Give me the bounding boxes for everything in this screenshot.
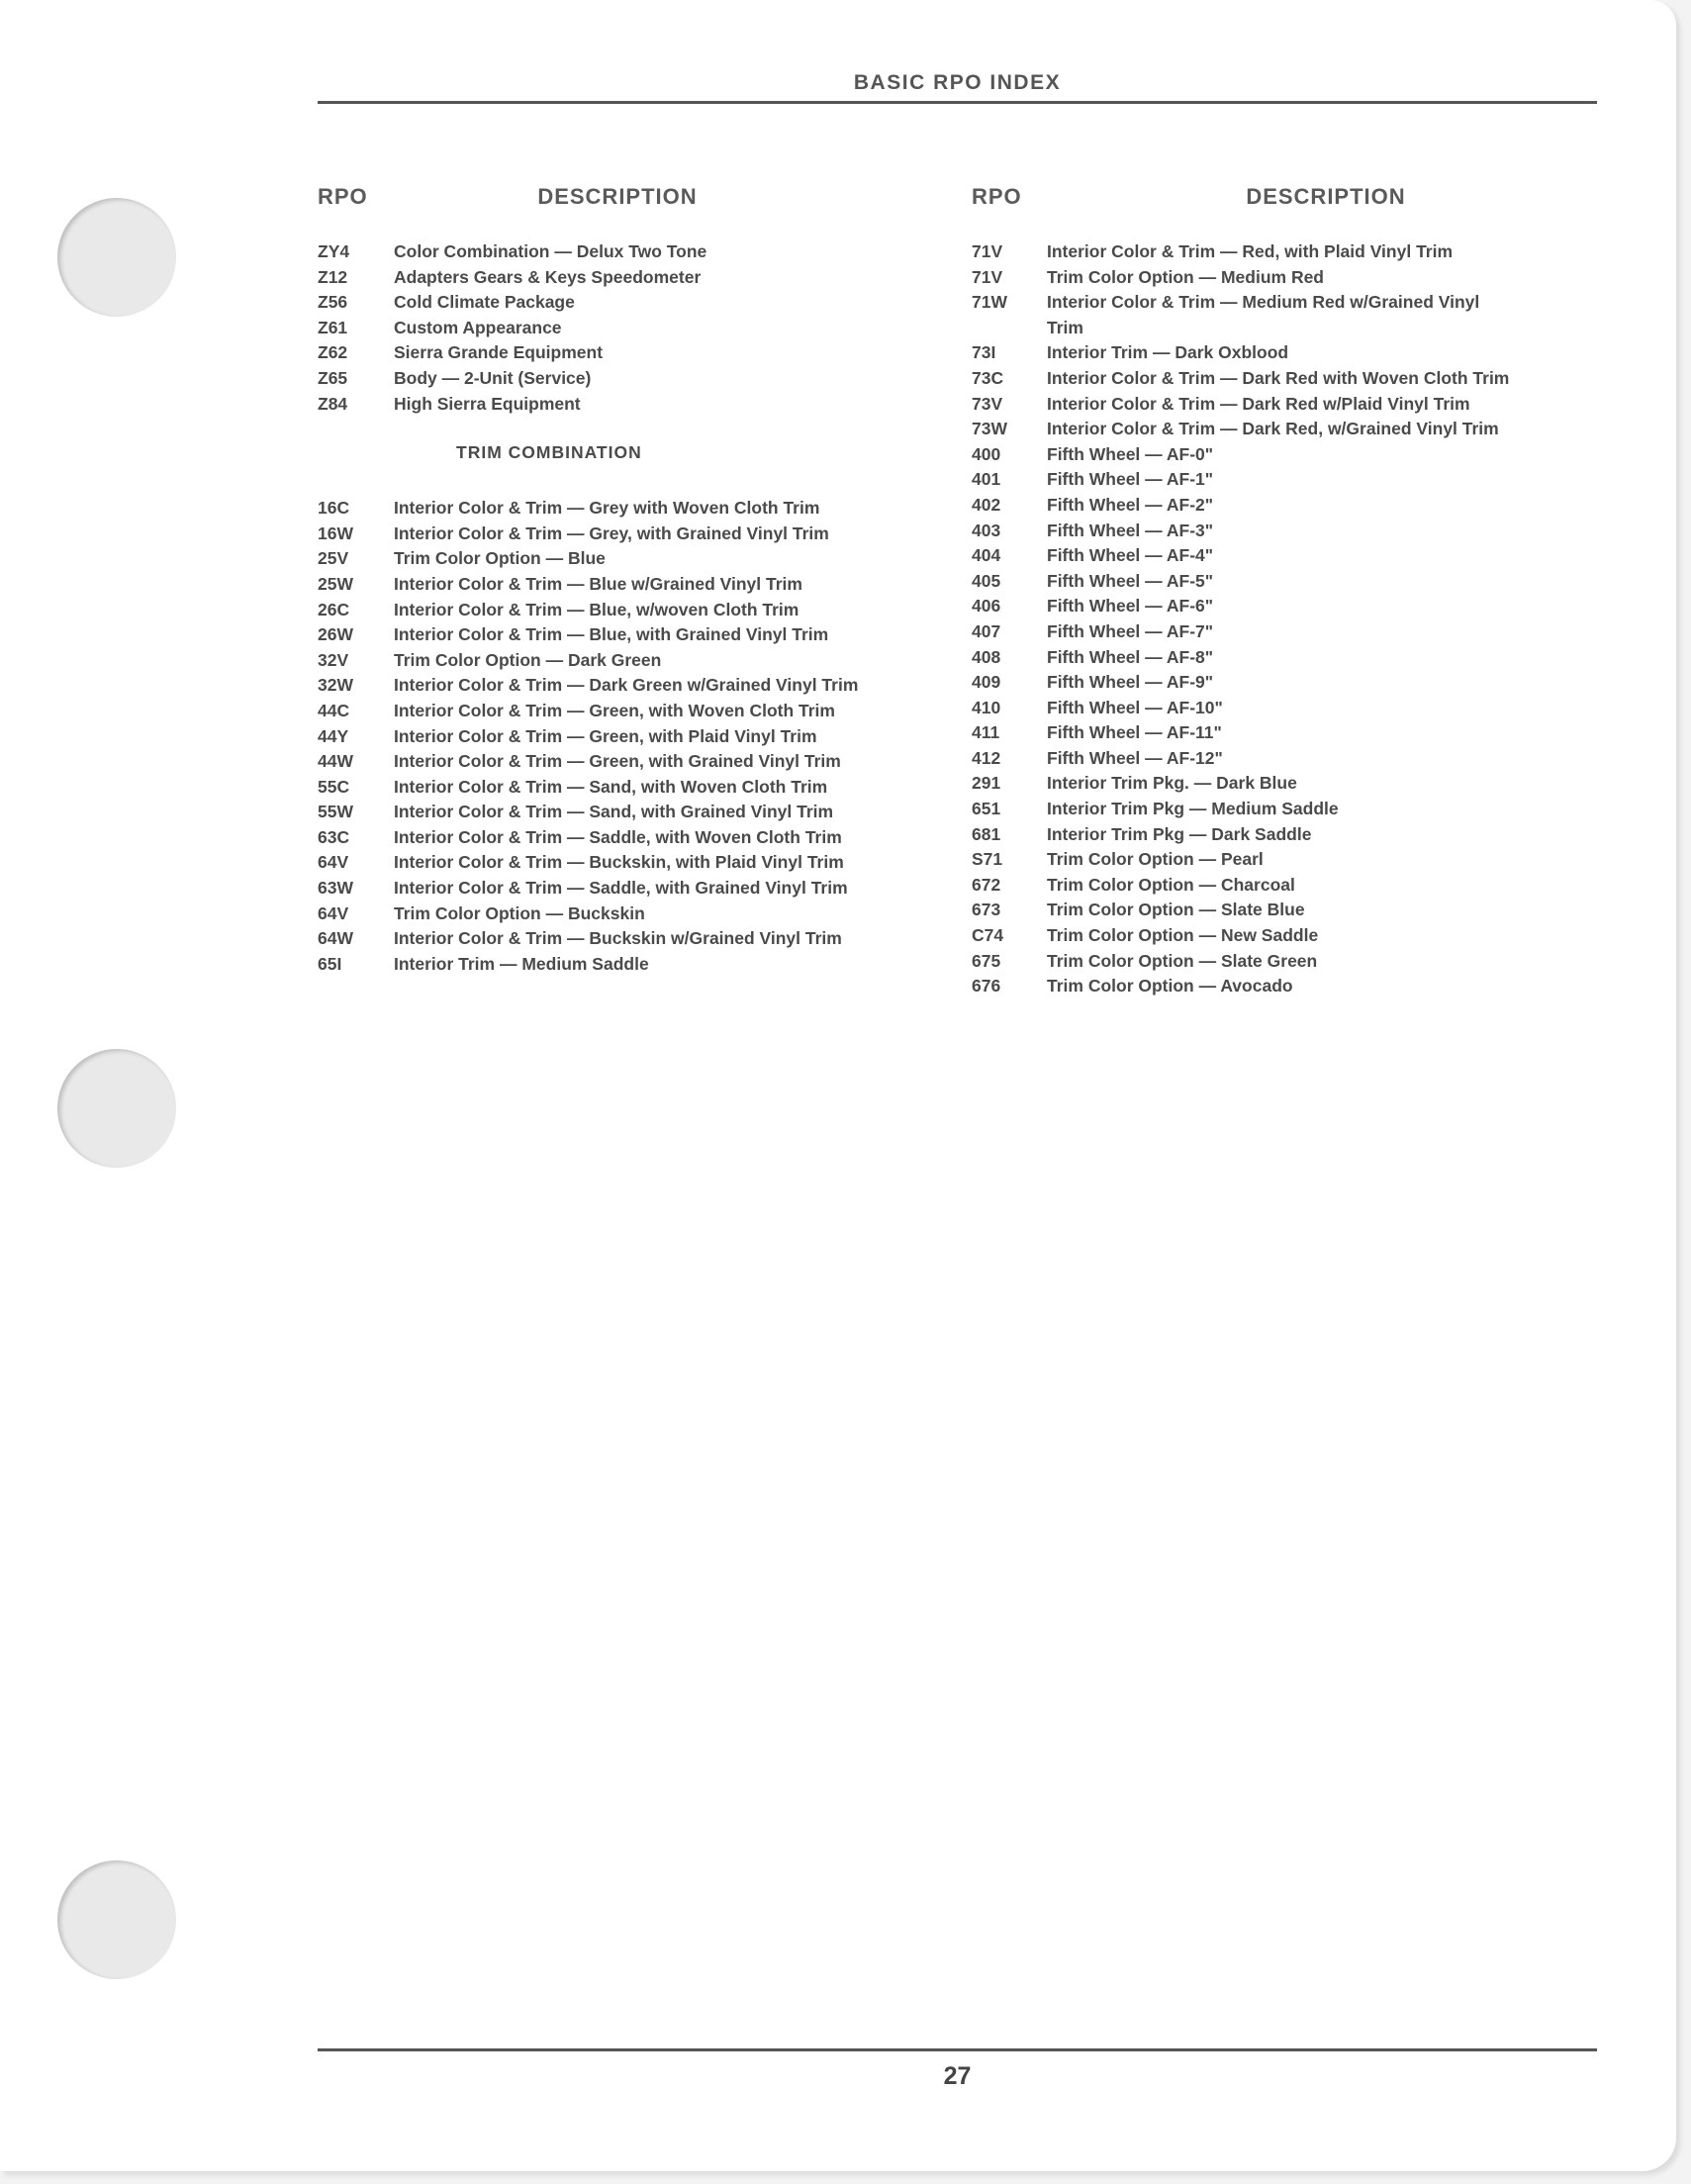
list-item [318, 522, 951, 547]
list-item [318, 598, 951, 623]
rpo-description: Trim Color Option — Blue [394, 548, 606, 569]
rpo-code: 63W [318, 878, 353, 899]
list-item [972, 949, 1605, 975]
rpo-code: 291 [972, 773, 1001, 794]
list-item [972, 898, 1605, 923]
rpo-code: Z12 [318, 266, 348, 287]
rpo-code: 402 [972, 494, 1001, 515]
rpo-code: 73W [972, 419, 1007, 439]
rpo-code: 673 [972, 900, 1001, 920]
rpo-list [972, 239, 1605, 999]
rpo-code: Z56 [318, 292, 348, 313]
running-title: BASIC RPO INDEX [853, 71, 1062, 94]
list-item [318, 546, 951, 572]
rpo-code: 675 [972, 950, 1001, 971]
list-item [972, 873, 1605, 899]
rpo-code: 410 [972, 697, 1001, 717]
list-item [972, 923, 1605, 949]
rpo-code: 71W [972, 292, 1007, 313]
list-item [318, 800, 951, 825]
rpo-description: Interior Color & Trim — Red, with Plaid Vinyl Trim [1047, 241, 1454, 261]
list-item [972, 442, 1605, 468]
rpo-description: Fifth Wheel — AF-2" [1047, 494, 1214, 515]
rpo-code: 32W [318, 675, 353, 696]
rpo-code: 408 [972, 646, 1001, 667]
rpo-code: 25W [318, 573, 353, 594]
rpo-code: 73V [972, 393, 1003, 414]
list-item [972, 467, 1605, 493]
list-item [972, 847, 1605, 873]
rpo-header: RPO [972, 184, 1022, 209]
list-item [318, 572, 951, 598]
rpo-code: 405 [972, 570, 1001, 591]
rpo-code: 26C [318, 599, 350, 619]
rpo-code: 401 [972, 469, 1001, 490]
list-item [972, 366, 1605, 392]
rpo-code: 412 [972, 747, 1001, 768]
rpo-code: 44Y [318, 725, 349, 746]
rpo-description: Fifth Wheel — AF-6" [1047, 596, 1214, 617]
rpo-code: 55W [318, 802, 353, 822]
rpo-code: Z84 [318, 393, 348, 414]
rpo-description: Interior Color & Trim — Blue w/Grained Vinyl Trim [394, 573, 802, 594]
rpo-code: 25V [318, 548, 349, 569]
rpo-code: 651 [972, 799, 1001, 819]
description-header: DESCRIPTION [1246, 184, 1406, 209]
rpo-code: 64V [318, 852, 349, 873]
rpo-description: Cold Climate Package [394, 292, 575, 313]
rpo-code: Z65 [318, 367, 348, 388]
list-item [318, 496, 951, 522]
rpo-description: Fifth Wheel — AF-8" [1047, 646, 1214, 667]
list-item [318, 825, 951, 851]
list-item [318, 699, 951, 724]
rpo-description: Fifth Wheel — AF-9" [1047, 672, 1214, 693]
rpo-description: Trim Color Option — New Saddle [1047, 925, 1319, 946]
list-item [972, 519, 1605, 544]
list-item [972, 822, 1605, 848]
rpo-code: 71V [972, 266, 1003, 287]
rpo-description: Fifth Wheel — AF-3" [1047, 520, 1214, 540]
list-item [972, 696, 1605, 721]
rpo-description: Interior Color & Trim — Buckskin, with Plaid Vinyl Trim [394, 852, 844, 873]
rpo-code: 672 [972, 874, 1001, 895]
column-header [972, 184, 1605, 239]
list-item [972, 645, 1605, 671]
rpo-code: 676 [972, 976, 1001, 997]
rpo-code: 73C [972, 367, 1004, 388]
rpo-description: Fifth Wheel — AF-1" [1047, 469, 1214, 490]
rpo-description: Interior Trim Pkg. — Dark Blue [1047, 773, 1297, 794]
list-item [972, 316, 1605, 341]
rpo-description: Fifth Wheel — AF-0" [1047, 443, 1214, 464]
binder-hole [57, 1049, 176, 1168]
list-item [972, 797, 1605, 822]
right-column [972, 184, 1605, 999]
left-column [318, 184, 951, 977]
rpo-description: Color Combination — Delux Two Tone [394, 241, 707, 261]
rpo-description: Body — 2-Unit (Service) [394, 367, 592, 388]
list-item [318, 340, 951, 366]
rpo-description: Trim Color Option — Slate Blue [1047, 900, 1305, 920]
page-number: 27 [943, 2062, 972, 2090]
list-item [318, 290, 951, 316]
rpo-code: 406 [972, 596, 1001, 617]
list-item [318, 926, 951, 952]
rpo-code: ZY4 [318, 241, 350, 261]
rpo-description: Interior Color & Trim — Blue, with Grained Vinyl Trim [394, 624, 829, 645]
section-title: TRIM COMBINATION [456, 442, 642, 463]
list-item [318, 265, 951, 291]
rpo-description: Trim Color Option — Slate Green [1047, 950, 1318, 971]
rpo-description: Fifth Wheel — AF-7" [1047, 620, 1214, 641]
rpo-description: Interior Color & Trim — Saddle, with Woven Cloth Trim [394, 826, 842, 847]
rpo-description: Interior Color & Trim — Dark Red w/Plaid Vinyl Trim [1047, 393, 1470, 414]
list-item [318, 648, 951, 674]
rpo-description: Trim Color Option — Charcoal [1047, 874, 1295, 895]
rpo-code: 63C [318, 826, 350, 847]
rpo-description: Interior Color & Trim — Green, with Grained Vinyl Trim [394, 751, 841, 772]
rpo-description: Interior Color & Trim — Grey with Woven Cloth Trim [394, 498, 820, 519]
rpo-description: Interior Color & Trim — Saddle, with Grained Vinyl Trim [394, 878, 848, 899]
rpo-code: 44W [318, 751, 353, 772]
header-rule [318, 101, 1597, 104]
rpo-description: Interior Color & Trim — Grey, with Grained Vinyl Trim [394, 522, 829, 543]
rpo-code: 404 [972, 545, 1001, 566]
rpo-description: Trim Color Option — Avocado [1047, 976, 1293, 997]
rpo-code: 64V [318, 902, 349, 923]
rpo-code: 44C [318, 700, 350, 720]
list-item [972, 265, 1605, 291]
rpo-code: 71V [972, 241, 1003, 261]
binder-hole [57, 1860, 176, 1979]
rpo-description: Interior Color & Trim — Sand, with Grained Vinyl Trim [394, 802, 834, 822]
list-item [972, 619, 1605, 645]
rpo-code: 407 [972, 620, 1001, 641]
list-item [972, 392, 1605, 418]
rpo-description: Interior Color & Trim — Dark Green w/Grained Vinyl Trim [394, 675, 859, 696]
rpo-description: Trim [1047, 317, 1083, 337]
list-item [318, 673, 951, 699]
rpo-code: S71 [972, 849, 1003, 870]
rpo-code: Z62 [318, 342, 348, 363]
rpo-description: High Sierra Equipment [394, 393, 581, 414]
rpo-code: Z61 [318, 317, 348, 337]
rpo-code: 681 [972, 823, 1001, 844]
rpo-code: 64W [318, 928, 353, 949]
rpo-description: Fifth Wheel — AF-10" [1047, 697, 1223, 717]
rpo-description: Custom Appearance [394, 317, 562, 337]
rpo-description: Fifth Wheel — AF-11" [1047, 722, 1222, 743]
rpo-description: Interior Trim Pkg — Medium Saddle [1047, 799, 1339, 819]
rpo-code: 32V [318, 649, 349, 670]
rpo-description: Trim Color Option — Medium Red [1047, 266, 1324, 287]
list-item [972, 974, 1605, 999]
rpo-description: Interior Color & Trim — Dark Red, w/Grained Vinyl Trim [1047, 419, 1499, 439]
rpo-code: 16W [318, 522, 353, 543]
list-item [972, 239, 1605, 265]
list-item [318, 366, 951, 392]
rpo-description: Interior Trim Pkg — Dark Saddle [1047, 823, 1312, 844]
list-item [318, 724, 951, 750]
list-item [318, 850, 951, 876]
list-item [318, 952, 951, 978]
list-item [972, 771, 1605, 797]
column-header [318, 184, 951, 239]
list-item [318, 902, 951, 927]
rpo-code: 403 [972, 520, 1001, 540]
list-item [972, 417, 1605, 442]
rpo-code: 73I [972, 342, 996, 363]
list-item [318, 316, 951, 341]
binder-hole [57, 198, 176, 317]
list-item [972, 594, 1605, 619]
rpo-description: Fifth Wheel — AF-12" [1047, 747, 1223, 768]
rpo-description: Fifth Wheel — AF-4" [1047, 545, 1214, 566]
rpo-description: Fifth Wheel — AF-5" [1047, 570, 1214, 591]
rpo-description: Interior Color & Trim — Sand, with Woven Cloth Trim [394, 776, 828, 797]
rpo-code: 55C [318, 776, 350, 797]
rpo-description: Interior Color & Trim — Green, with Woven Cloth Trim [394, 700, 835, 720]
rpo-code: 65I [318, 953, 342, 974]
rpo-header: RPO [318, 184, 368, 209]
description-header: DESCRIPTION [537, 184, 698, 209]
list-item [318, 749, 951, 775]
list-item [318, 876, 951, 902]
rpo-description: Trim Color Option — Pearl [1047, 849, 1264, 870]
rpo-description: Interior Color & Trim — Buckskin w/Grained Vinyl Trim [394, 928, 842, 949]
rpo-description: Interior Trim — Dark Oxblood [1047, 342, 1289, 363]
rpo-description: Trim Color Option — Dark Green [394, 649, 662, 670]
trim-list [318, 496, 951, 977]
list-item [972, 493, 1605, 519]
rpo-description: Adapters Gears & Keys Speedometer [394, 266, 702, 287]
rpo-list [318, 239, 951, 417]
rpo-description: Interior Color & Trim — Blue, w/woven Cloth Trim [394, 599, 799, 619]
list-item [318, 239, 951, 265]
list-item [972, 720, 1605, 746]
list-item [972, 746, 1605, 772]
list-item [972, 290, 1605, 316]
rpo-description: Interior Color & Trim — Dark Red with Woven Cloth Trim [1047, 367, 1510, 388]
list-item [972, 670, 1605, 696]
rpo-description: Sierra Grande Equipment [394, 342, 604, 363]
rpo-description: Interior Color & Trim — Green, with Plaid Vinyl Trim [394, 725, 817, 746]
list-item [318, 622, 951, 648]
rpo-description: Interior Trim — Medium Saddle [394, 953, 649, 974]
list-item [318, 775, 951, 801]
rpo-code: 409 [972, 672, 1001, 693]
footer-rule [318, 2048, 1597, 2051]
list-item [972, 340, 1605, 366]
rpo-description: Trim Color Option — Buckskin [394, 902, 645, 923]
list-item [318, 392, 951, 418]
rpo-code: 26W [318, 624, 353, 645]
list-item [972, 543, 1605, 569]
rpo-description: Interior Color & Trim — Medium Red w/Grained Vinyl [1047, 292, 1480, 313]
list-item [972, 569, 1605, 595]
rpo-code: 400 [972, 443, 1001, 464]
rpo-code: 16C [318, 498, 350, 519]
rpo-code: 411 [972, 722, 1000, 743]
rpo-code: C74 [972, 925, 1004, 946]
